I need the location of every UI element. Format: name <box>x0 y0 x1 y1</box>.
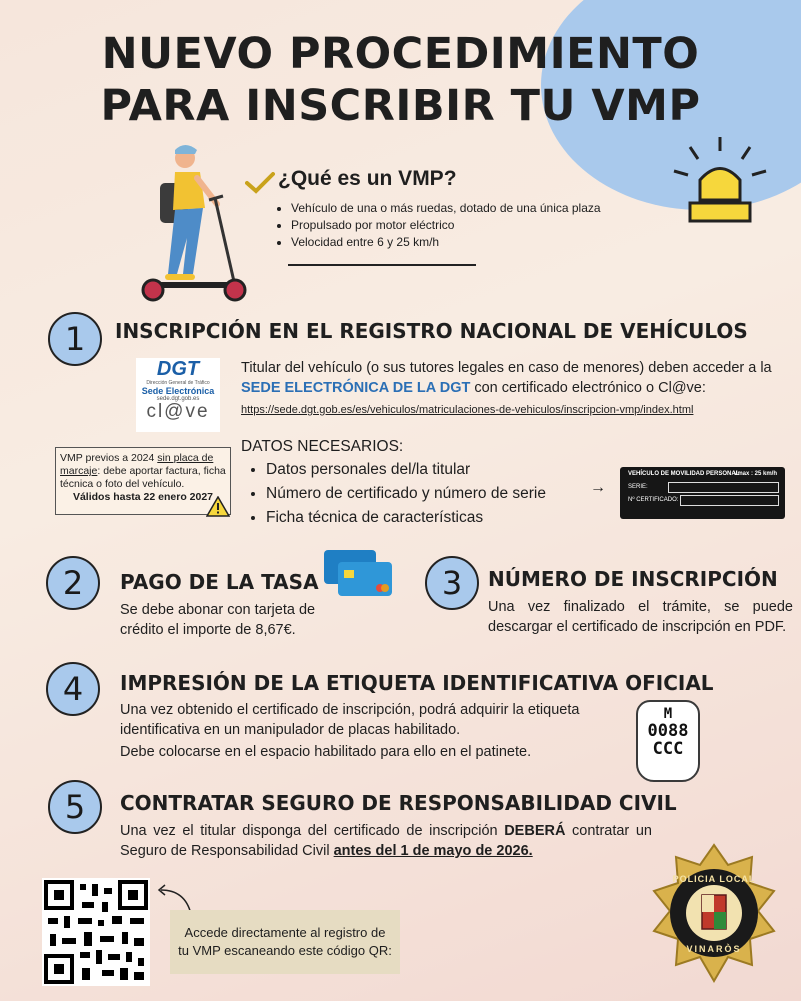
step-number-5: 5 <box>48 780 102 834</box>
section-3-title: NÚMERO DE INSCRIPCIÓN <box>488 567 778 591</box>
arrow-right-icon: → <box>590 479 606 496</box>
credit-card-icon <box>322 548 394 600</box>
scooter-rider-illustration <box>135 138 250 303</box>
identification-tag-image: M 0088 CCC <box>636 700 700 782</box>
police-badge-graphic <box>650 843 778 983</box>
section-1-title: INSCRIPCIÓN EN EL REGISTRO NACIONAL DE VEHÍCULOS <box>115 319 748 343</box>
section-4-text-1: Una vez obtenido el certificado de inscripción, podrá adquirir la etiqueta identificativa en un manipulador de placas habilitado. <box>120 702 580 738</box>
vmp-plate-image: VEHÍCULO DE MOVILIDAD PERSONAL Vmax : 25 km/h SERIE: Nº CERTIFICADO: <box>620 467 785 519</box>
list-item: • Datos personales del/la titular <box>266 458 606 482</box>
section-4-title: IMPRESIÓN DE LA ETIQUETA IDENTIFICATIVA OFICIAL <box>120 671 714 695</box>
vmp-bullets <box>275 200 711 251</box>
section-5-title: CONTRATAR SEGURO DE RESPONSABILIDAD CIVIL <box>120 791 677 815</box>
dgt-url-link[interactable]: https://sede.dgt.gob.es/es/vehiculos/matriculaciones-de-vehiculos/inscripcion-vmp/index.html <box>241 404 694 416</box>
qr-code[interactable] <box>42 878 150 986</box>
qr-instruction: Accede directamente al registro de tu VMP escaneando este código QR: <box>170 910 400 974</box>
step-number-4: 4 <box>46 662 100 716</box>
datos-list <box>250 458 606 530</box>
step-number-3: 3 <box>425 556 479 610</box>
siren-light-icon <box>670 135 770 235</box>
sede-electronica-link[interactable]: SEDE ELECTRÓNICA DE LA DGT <box>241 380 471 396</box>
divider <box>288 264 476 266</box>
section-1-text: Titular del vehículo (o sus tutores legales en caso de menores) deben acceder a la SEDE ELECTRÓNICA DE LA DGT con certificado electrónico o Cl@ve: <box>241 360 772 396</box>
list-item: • Velocidad entre 6 y 25 km/h <box>291 234 711 251</box>
section-3-text: Una vez finalizado el trámite, se puede descargar el certificado de inscripción en PDF. <box>488 599 793 635</box>
step-number-1: 1 <box>48 312 102 366</box>
step-number-2: 2 <box>46 556 100 610</box>
pre-2024-note: VMP previos a 2024 sin placa de marcaje: debe aportar factura, ficha técnica o foto del vehículo. Válidos hasta 22 enero 2027 <box>55 447 231 515</box>
list-item: • Propulsado por motor eléctrico <box>291 217 711 234</box>
datos-heading: DATOS NECESARIOS: <box>241 438 404 455</box>
checkmark-icon <box>245 172 275 194</box>
section-4-text-2: Debe colocarse en el espacio habilitado para ello en el patinete. <box>120 744 532 760</box>
section-2-title: PAGO DE LA TASA <box>120 570 319 594</box>
vmp-heading: ¿Qué es un VMP? <box>278 167 457 190</box>
dgt-sede-logo: DGT Dirección General de Tráfico Sede Electrónica sede.dgt.gob.es cl@ve <box>136 358 220 432</box>
list-item: • Ficha técnica de características <box>266 506 606 530</box>
qr-code-graphic <box>42 878 150 986</box>
page-title: NUEVO PROCEDIMIENTO PARA INSCRIBIR TU VMP <box>100 29 701 131</box>
section-2-text: Se debe abonar con tarjeta de crédito el importe de 8,67€. <box>120 602 316 638</box>
policia-local-badge: POLICIA LOCAL VINARÒS <box>650 843 778 983</box>
section-5-text: Una vez el titular disponga del certificado de inscripción DEBERÁ contratar un Seguro de Responsabilidad Civil antes del 1 de mayo de 2026. <box>120 823 652 859</box>
warning-icon <box>206 496 230 517</box>
list-item: • Número de certificado y número de serie <box>266 482 606 506</box>
list-item: • Vehículo de una o más ruedas, dotado de una única plaza <box>291 200 711 217</box>
